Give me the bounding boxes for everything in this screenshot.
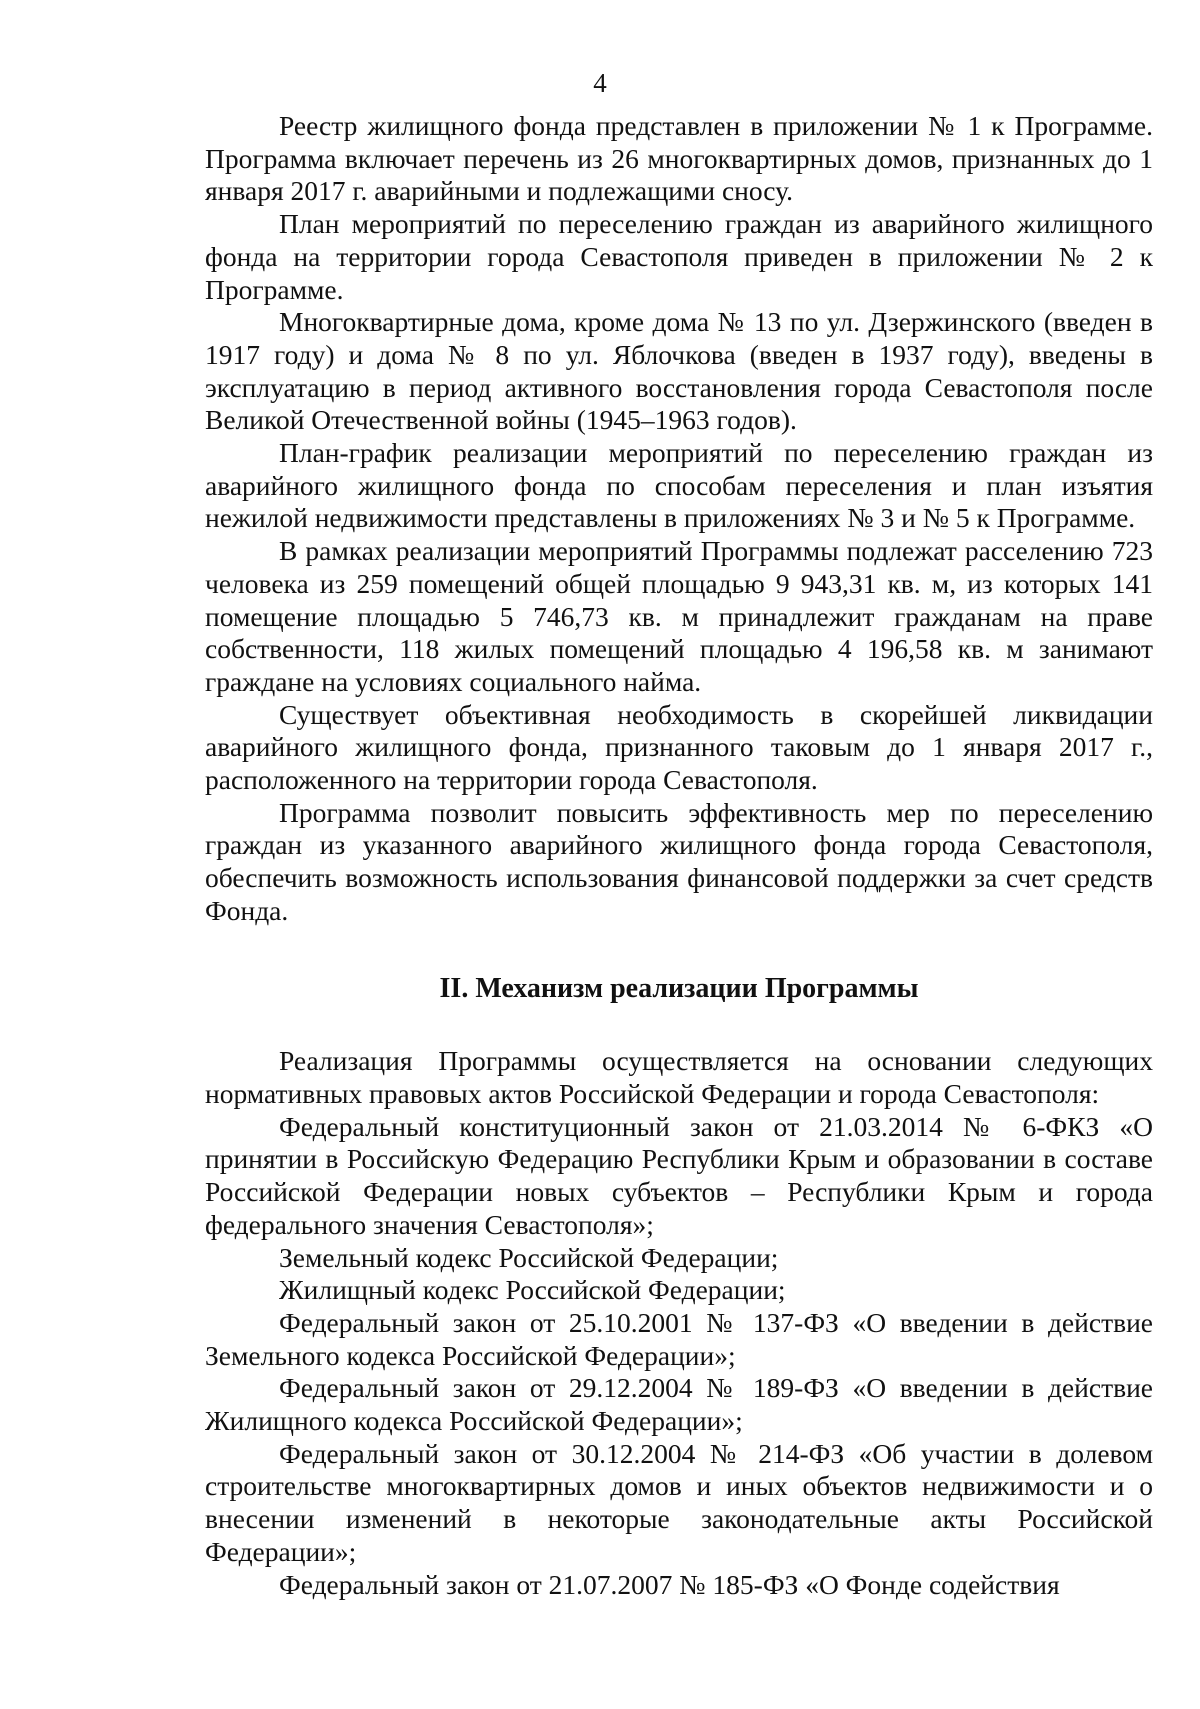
paragraph: Многоквартирные дома, кроме дома № 13 по ул. Дзержинского (введен в 1917 году) и дома № 8 по ул. Яблочкова (введен в 1937 году), введены в эксплуатацию в период активного восстановления города Севастополя после Великой Отечественной войны (1945–1963 годов). bbox=[205, 306, 1153, 436]
paragraph: Федеральный закон от 25.10.2001 № 137-ФЗ «О введении в действие Земельного кодекса Российской Федерации»; bbox=[205, 1306, 1153, 1371]
paragraph: Программа позволит повысить эффективность мер по переселению граждан из указанного аварийного жилищного фонда города Севастополя, обеспечить возможность использования финансовой поддержки за счет средств Фонда. bbox=[205, 796, 1153, 926]
paragraph: Федеральный закон от 29.12.2004 № 189-ФЗ «О введении в действие Жилищного кодекса Российской Федерации»; bbox=[205, 1372, 1153, 1437]
paragraph: Существует объективная необходимость в скорейшей ликвидации аварийного жилищного фонда, признанного таковым до 1 января 2017 г., расположенного на территории города Севастополя. bbox=[205, 698, 1153, 796]
document-body bbox=[205, 110, 1153, 1601]
paragraph: Федеральный закон от 21.07.2007 № 185-ФЗ «О Фонде содействия bbox=[279, 1568, 1060, 1600]
paragraph: Реестр жилищного фонда представлен в приложении № 1 к Программе. Программа включает перечень из 26 многоквартирных домов, признанных до 1 января 2017 г. аварийными и подлежащими сносу. bbox=[205, 110, 1153, 207]
paragraph: План-график реализации мероприятий по переселению граждан из аварийного жилищного фонда по способам переселения и план изъятия нежилой недвижимости представлены в приложениях № 3 и № 5 к Программе. bbox=[205, 437, 1153, 534]
page-number: 4 bbox=[593, 68, 607, 98]
paragraph: Жилищный кодекс Российской Федерации; bbox=[279, 1274, 786, 1306]
paragraph: Земельный кодекс Российской Федерации; bbox=[279, 1241, 779, 1273]
paragraph: Федеральный закон от 30.12.2004 № 214-ФЗ «Об участии в долевом строительстве многоквартирных домов и иных объектов недвижимости и о внесении изменений в некоторые законодательные акты Российской Федерации»; bbox=[205, 1437, 1153, 1567]
paragraph: Федеральный конституционный закон от 21.03.2014 № 6-ФКЗ «О принятии в Российскую Федерацию Республики Крым и образовании в составе Российской Федерации новых субъектов – Республики Крым и города федерального значения Севастополя»; bbox=[205, 1110, 1153, 1240]
paragraph: Реализация Программы осуществляется на основании следующих нормативных правовых актов Российской Федерации и города Севастополя: bbox=[205, 1045, 1153, 1109]
paragraph: В рамках реализации мероприятий Программы подлежат расселению 723 человека из 259 помещений общей площадью 9 943,31 кв. м, из которых 141 помещение площадью 5 746,73 кв. м принадлежит гражданам на праве собственности, 118 жилых помещений площадью 4 196,58 кв. м занимают граждане на условиях социального найма. bbox=[205, 535, 1153, 697]
section-heading: II. Механизм реализации Программы bbox=[439, 972, 919, 1004]
paragraph: План мероприятий по переселению граждан из аварийного жилищного фонда на территории города Севастополя приведен в приложении № 2 к Программе. bbox=[205, 208, 1153, 305]
